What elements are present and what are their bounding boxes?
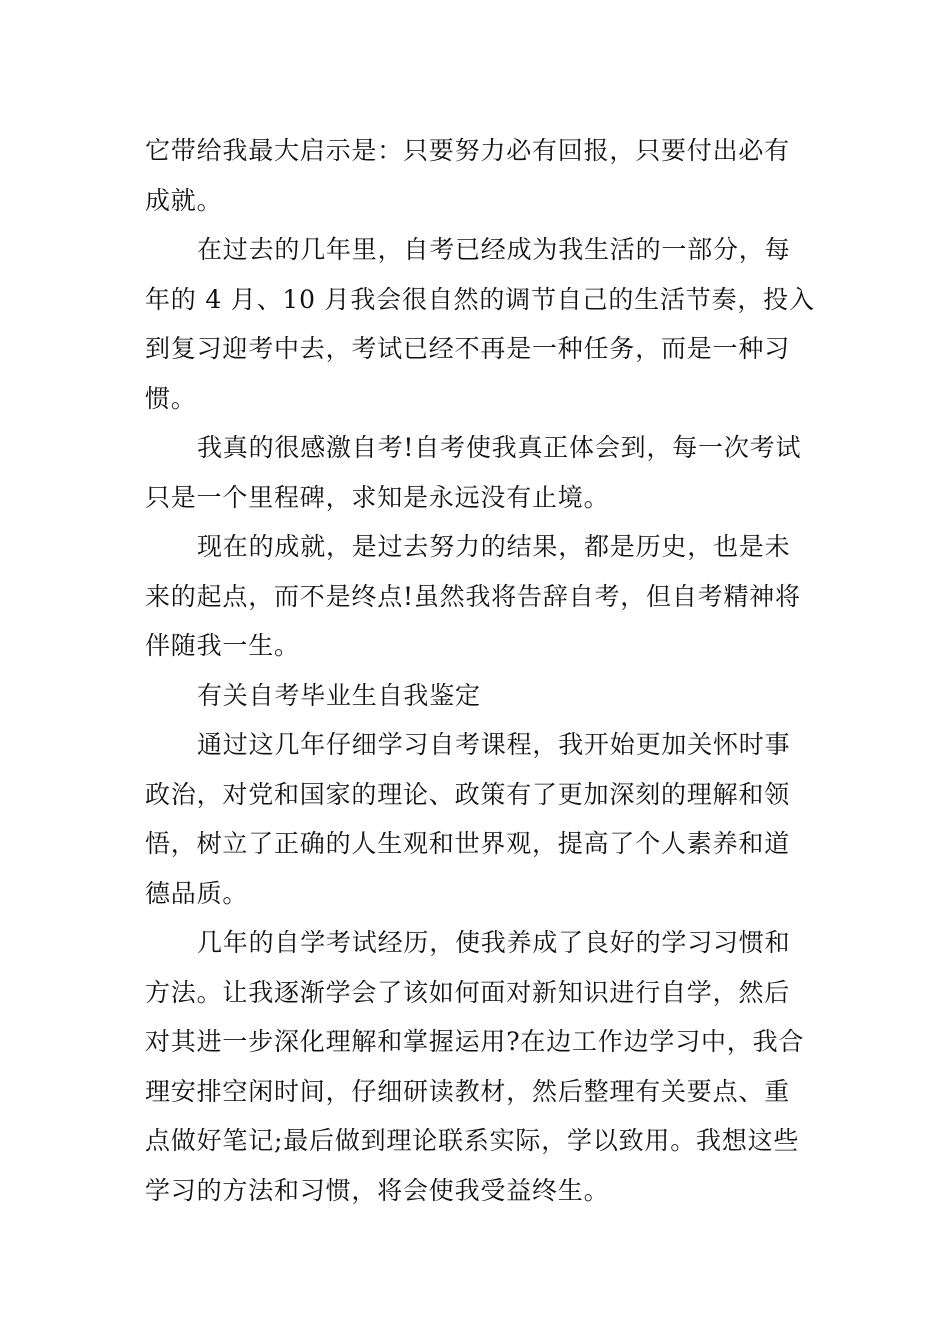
- document-body: [145, 126, 815, 1215]
- section-heading: [145, 671, 810, 721]
- text-line: 德品质。: [145, 878, 249, 908]
- text-line: 现在的成就，是过去努力的结果，都是历史，也是未: [197, 532, 791, 561]
- text-line: 它带给我最大启示是：只要努力必有回报，只要付出必有: [145, 136, 791, 165]
- text-line: 几年的自学考试经历，使我养成了良好的学习习惯和: [197, 928, 791, 957]
- text-line: 方法。让我逐渐学会了该如何面对新知识进行自学，然后: [145, 977, 791, 1007]
- text-line: 只是一个里程碑，求知是永远没有止境。: [145, 482, 610, 512]
- text-line: 有关自考毕业生自我鉴定: [197, 680, 481, 710]
- paragraph: [145, 918, 810, 1215]
- text-line: 年的 4 月、10 月我会很自然的调节自己的生活节奏，投入: [145, 284, 815, 314]
- text-line: 通过这几年仔细学习自考课程，我开始更加关怀时事: [197, 730, 791, 759]
- paragraph: [145, 522, 810, 671]
- text-line: 到复习迎考中去，考试已经不再是一种任务，而是一种习: [145, 334, 791, 363]
- paragraph: [145, 126, 810, 225]
- text-line: 来的起点，而不是终点!虽然我将告辞自考，但自考精神将: [145, 581, 801, 611]
- text-line: 政治，对党和国家的理论、政策有了更加深刻的理解和领: [145, 779, 791, 809]
- text-line: 伴随我一生。: [145, 631, 300, 660]
- paragraph: [145, 423, 810, 522]
- text-line: 在过去的几年里，自考已经成为我生活的一部分，每: [197, 235, 791, 264]
- paragraph: [145, 720, 810, 918]
- text-line: 惯。: [145, 383, 197, 413]
- text-line: 理安排空闲时间，仔细研读教材，然后整理有关要点、重: [145, 1076, 791, 1106]
- text-line: 成就。: [145, 185, 223, 215]
- text-line: 我真的很感激自考!自考使我真正体会到，每一次考试: [197, 433, 802, 462]
- text-line: 学习的方法和习惯，将会使我受益终生。: [145, 1175, 610, 1205]
- text-line: 悟，树立了正确的人生观和世界观，提高了个人素养和道: [145, 829, 791, 858]
- text-line: 点做好笔记;最后做到理论联系实际，学以致用。我想这些: [145, 1126, 800, 1155]
- text-line: 对其进一步深化理解和掌握运用?在边工作边学习中，我合: [145, 1027, 805, 1056]
- paragraph: [145, 225, 815, 423]
